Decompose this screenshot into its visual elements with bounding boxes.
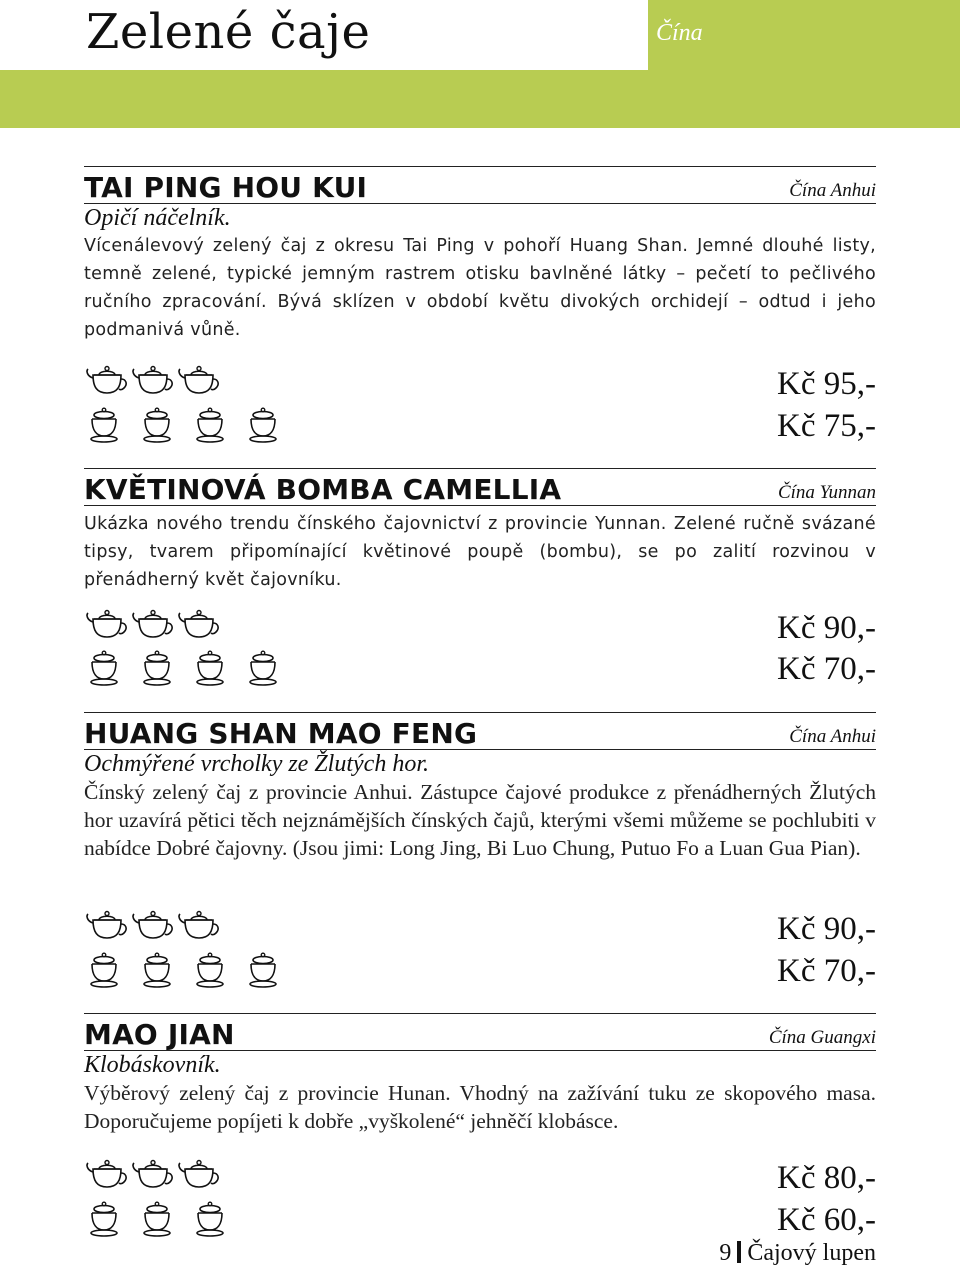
tea-heading <box>84 166 876 204</box>
teapot-icon <box>84 1157 130 1191</box>
gaiwan-cup-icon <box>84 648 124 688</box>
tea-name: KVĚTINOVÁ BOMBA CAMELLIA <box>84 473 562 506</box>
page-footer <box>719 1240 876 1267</box>
price-row-teapot <box>84 363 876 407</box>
price-row-cup <box>84 648 876 692</box>
tea-description: Výběrový zelený čaj z provincie Hunan. Vhodný na zažívání tuku ze skopového masa. Doporučujeme popíjeti k dobře „vyškolené“ jehněčí klobásce. <box>84 1081 876 1133</box>
gaiwan-cup-icon <box>84 405 124 445</box>
price-row-teapot <box>84 1157 876 1201</box>
price-row-cup <box>84 405 876 449</box>
tea-subtitle: Opičí náčelník. <box>84 205 231 231</box>
teapot-icon <box>130 607 176 641</box>
price-row-cup <box>84 1199 876 1243</box>
tea-heading <box>84 1013 876 1051</box>
gaiwan-cup-icon <box>137 950 177 990</box>
gaiwan-cup-icon <box>137 648 177 688</box>
tea-description: Čínský zelený čaj z provincie Anhui. Zástupce čajové produkce z přenádherných Žlutých hor uzavírá pětici těch nejznámějších čínských čajů, kterými všemi můžeme se pochlubiti v nabídce Dobré čajovny. (Jsou jimi: Long Jing, Bi Luo Chung, Putuo Fo a Luan Gua Pian). <box>84 780 876 860</box>
teapot-icon <box>176 1157 222 1191</box>
tea-origin: Čína Anhui <box>789 726 876 747</box>
price-teapot: Kč 90,- <box>777 610 876 646</box>
gaiwan-cup-icon <box>190 950 230 990</box>
teapot-icon <box>84 908 130 942</box>
publication-name: Čajový lupen <box>747 1240 876 1266</box>
tea-entry-huang-shan-mao-feng <box>84 712 876 862</box>
tea-origin: Čína Guangxi <box>768 1027 876 1048</box>
gaiwan-cup-icon <box>190 1199 230 1239</box>
price-row-teapot <box>84 908 876 952</box>
price-teapot: Kč 95,- <box>777 366 876 402</box>
teapot-icon <box>176 908 222 942</box>
gaiwan-cup-icon <box>190 648 230 688</box>
tea-name: HUANG SHAN MAO FENG <box>84 717 478 750</box>
cup-icons <box>84 950 296 994</box>
tea-entry-mao-jian <box>84 1013 876 1135</box>
tea-entry-kvetinova-bomba <box>84 468 876 594</box>
page-title: Zelené čaje <box>86 4 371 60</box>
price-teapot: Kč 80,- <box>777 1160 876 1196</box>
cup-icons <box>84 648 296 692</box>
tea-subtitle: Klobáskovník. <box>84 1052 221 1078</box>
teapot-icon <box>84 607 130 641</box>
page-number: 9 <box>719 1240 732 1266</box>
tea-name: MAO JIAN <box>84 1018 235 1051</box>
tea-description: Ukázka nového trendu čínského čajovnictví z provincie Yunnan. Zelené ručně svázané tipsy, tvarem připomínající květinové poupě (bombu), se po zalití rozvinou v přenádherný květ čajovníku. <box>84 514 876 590</box>
gaiwan-cup-icon <box>243 950 283 990</box>
cup-icons <box>84 1199 243 1243</box>
price-cup: Kč 60,- <box>777 1202 876 1238</box>
teapot-icon <box>84 363 130 397</box>
teapot-icon <box>130 1157 176 1191</box>
price-cup: Kč 75,- <box>777 408 876 444</box>
teapot-icon <box>130 363 176 397</box>
teapot-icon <box>130 908 176 942</box>
cup-icons <box>84 405 296 449</box>
tea-origin: Čína Yunnan <box>777 482 876 503</box>
teapot-icons <box>84 1157 222 1201</box>
gaiwan-cup-icon <box>137 405 177 445</box>
teapot-icons <box>84 363 222 407</box>
tea-description: Vícenálevový zelený čaj z okresu Tai Ping v pohoří Huang Shan. Jemné dlouhé listy, temně zelené, typické jemným rastrem otisku bavlněné látky – pečetí to pečlivého ručního zpracování. Bývá sklízen v období květu divokých orchidejí – odtud i jeho podmanivá vůně. <box>84 236 876 340</box>
gaiwan-cup-icon <box>84 1199 124 1239</box>
footer-divider <box>737 1241 741 1263</box>
tea-subtitle: Ochmýřené vrcholky ze Žlutých hor. <box>84 751 429 777</box>
teapot-icon <box>176 363 222 397</box>
tea-entry-tai-ping-hou-kui <box>84 166 876 344</box>
tea-name: TAI PING HOU KUI <box>84 171 368 204</box>
region-label: Čína <box>656 20 703 46</box>
price-cup: Kč 70,- <box>777 953 876 989</box>
tea-heading <box>84 468 876 506</box>
teapot-icons <box>84 607 222 651</box>
gaiwan-cup-icon <box>137 1199 177 1239</box>
price-teapot: Kč 90,- <box>777 911 876 947</box>
gaiwan-cup-icon <box>243 405 283 445</box>
tea-heading <box>84 712 876 750</box>
price-cup: Kč 70,- <box>777 651 876 687</box>
gaiwan-cup-icon <box>84 950 124 990</box>
tea-origin: Čína Anhui <box>789 180 876 201</box>
price-row-cup <box>84 950 876 994</box>
gaiwan-cup-icon <box>243 648 283 688</box>
teapot-icon <box>176 607 222 641</box>
teapot-icons <box>84 908 222 952</box>
price-row-teapot <box>84 607 876 651</box>
gaiwan-cup-icon <box>190 405 230 445</box>
